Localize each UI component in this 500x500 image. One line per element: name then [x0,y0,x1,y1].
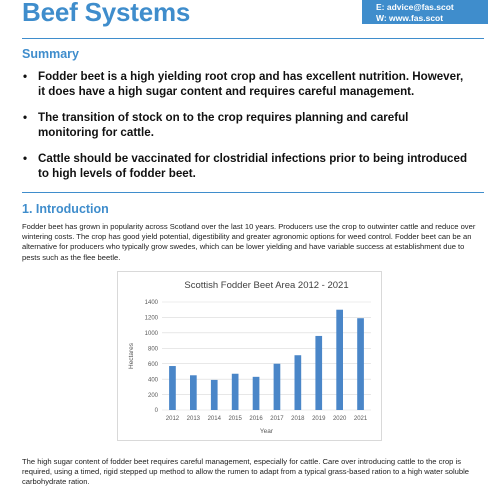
bar [190,375,197,410]
x-axis-label: Year [259,428,274,435]
summary-bullet-text: Cattle should be vaccinated for clostridial infections prior to being introduced to high levels of fodder beet. [38,152,468,180]
x-tick-label: 2020 [332,416,347,422]
bar [295,355,302,410]
y-tick-label: 1000 [144,331,158,338]
chart-title: Scottish Fodder Beet Area 2012 - 2021 [184,280,349,291]
y-tick-label: 1400 [144,300,158,307]
x-tick-label: 2015 [228,416,242,422]
sugar-paragraph: The high sugar content of fodder beet requires careful management, especially for cattle. Care over introducing cattle to the crop is required, using a timed, rigid stepped up method to allow the rumen to adapt from a typical grass-based ration to a high water soluble carbohydrate ration. [22,457,470,487]
y-tick-label: 200 [147,392,158,399]
bar [253,377,260,410]
document-title: Beef Systems [22,0,191,27]
bar [357,318,364,410]
summary-bullet [22,151,472,181]
introduction-heading: 1. Introduction [22,202,109,216]
bar [336,310,343,410]
bullet-marker: • [23,70,28,83]
summary-heading: Summary [22,47,79,61]
introduction-paragraph: Fodder beet has grown in popularity across Scotland over the last 10 years. Producers use the crop to outwinter cattle and reduce over wintering costs. The crop has good yield potential, digestibility and greater agronomic options for weed control. Fodder beet can be an alternative for producers who typically grow swedes, which can be lower yielding and have variable success at establishment due to pests such as the flee beetle. [22,222,476,262]
x-tick-label: 2012 [165,416,180,422]
bar [274,364,281,410]
bar-chart [118,272,381,440]
summary-bullet-text: The transition of stock on to the crop requires planning and careful monitoring for cattle. [38,111,409,139]
y-tick-label: 1200 [144,315,158,322]
contact-email[interactable]: E: advice@fas.scot [376,2,454,12]
x-tick-label: 2013 [186,416,201,422]
x-tick-label: 2019 [312,416,326,422]
y-tick-label: 0 [154,408,158,415]
section-divider [22,192,484,193]
contact-web[interactable]: W: www.fas.scot [376,13,444,23]
y-tick-label: 400 [147,377,158,384]
bar [211,380,218,410]
summary-bullet [22,69,472,99]
summary-bullet [22,110,472,140]
bar [232,374,239,410]
chart-container [117,271,382,441]
header-divider [22,38,484,39]
summary-bullet-list [22,69,472,192]
x-tick-label: 2016 [249,416,263,422]
bar [169,366,176,410]
x-tick-label: 2018 [291,416,305,422]
bullet-marker: • [23,152,28,165]
contact-box [362,0,488,24]
summary-bullet-text: Fodder beet is a high yielding root crop and has excellent nutrition. However, it does have a high sugar content and requires careful management. [38,70,464,98]
x-tick-label: 2021 [353,416,368,422]
y-tick-label: 800 [147,346,158,353]
y-axis-label: Hectares [128,342,135,370]
bullet-marker: • [23,111,28,124]
y-tick-label: 600 [147,361,158,368]
x-tick-label: 2014 [207,416,221,422]
bar [315,336,322,410]
x-tick-label: 2017 [270,416,284,422]
